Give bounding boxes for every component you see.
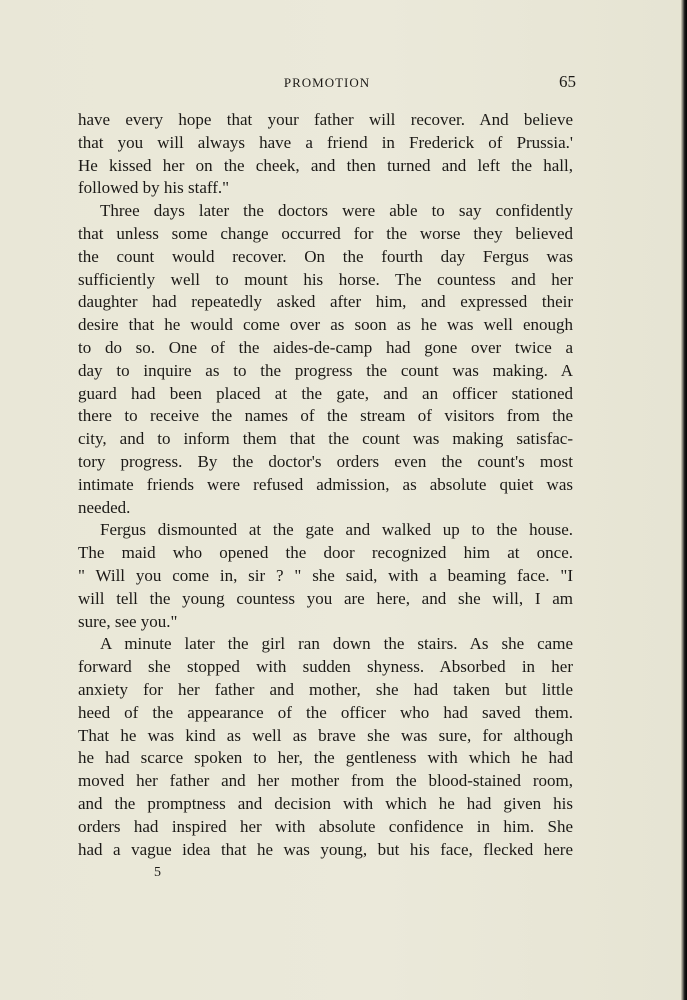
- page-number: 65: [559, 72, 576, 91]
- text-line: daughter had repeatedly asked after him, and expressed their: [78, 292, 573, 312]
- signature-mark: 5: [154, 865, 161, 880]
- text-line: he had scarce spoken to her, the gentleness with which he had: [78, 748, 573, 768]
- text-line: day to inquire as to the progress the count was making. A: [78, 360, 573, 380]
- text-line: to do so. One of the aides-de-camp had gone over twice a: [78, 337, 573, 357]
- text-line: followed by his staff.": [78, 178, 230, 198]
- text-line: Three days later the doctors were able to say confidently: [100, 201, 573, 221]
- text-line: intimate friends were refused admission, as absolute quiet was: [78, 474, 573, 494]
- text-line: tory progress. By the doctor's orders even the count's most: [78, 451, 573, 471]
- text-line: had a vague idea that he was young, but his face, flecked here: [78, 839, 573, 859]
- text-line: sufficiently well to mount his horse. The countess and her: [78, 269, 573, 289]
- text-line: that you will always have a friend in Frederick of Prussia.': [78, 132, 573, 152]
- text-line: have every hope that your father will recover. And believe: [78, 110, 573, 129]
- text-line: that unless some change occurred for the worse they believed: [78, 223, 573, 243]
- text-line: " Will you come in, sir ? " she said, with a beaming face. "I: [78, 565, 573, 585]
- running-head: PROMOTION: [283, 75, 371, 90]
- text-line: the count would recover. On the fourth day Fergus was: [78, 246, 573, 266]
- text-line: sure, see you.": [78, 611, 178, 631]
- text-line: forward she stopped with sudden shyness. Absorbed in her: [78, 657, 573, 677]
- text-line: heed of the appearance of the officer who had saved them.: [78, 702, 573, 722]
- text-line: will tell the young countess you are here, and she will, I am: [78, 588, 573, 608]
- text-line: needed.: [78, 497, 131, 517]
- text-line: He kissed her on the cheek, and then turned and left the hall,: [78, 155, 573, 175]
- text-line: desire that he would come over as soon as he was well enough: [78, 315, 573, 335]
- text-line: The maid who opened the door recognized him at once.: [78, 543, 573, 563]
- page-edge-shadow: [681, 0, 687, 1000]
- text-line: city, and to inform them that the count was making satisfac-: [78, 429, 573, 449]
- text-line: and the promptness and decision with which he had given his: [78, 793, 573, 813]
- text-line: Fergus dismounted at the gate and walked up to the house.: [100, 520, 573, 540]
- text-line: guard had been placed at the gate, and an officer stationed: [78, 383, 573, 403]
- text-line: A minute later the girl ran down the stairs. As she came: [100, 634, 573, 654]
- text-line: That he was kind as well as brave she was sure, for although: [78, 725, 573, 745]
- page-header: [78, 72, 576, 96]
- text-line: orders had inspired her with absolute confidence in him. She: [78, 816, 573, 836]
- text-line: moved her father and her mother from the blood-stained room,: [78, 771, 573, 791]
- text-line: anxiety for her father and mother, she had taken but little: [78, 679, 573, 699]
- text-line: there to receive the names of the stream of visitors from the: [78, 406, 573, 426]
- body-text: [78, 109, 573, 861]
